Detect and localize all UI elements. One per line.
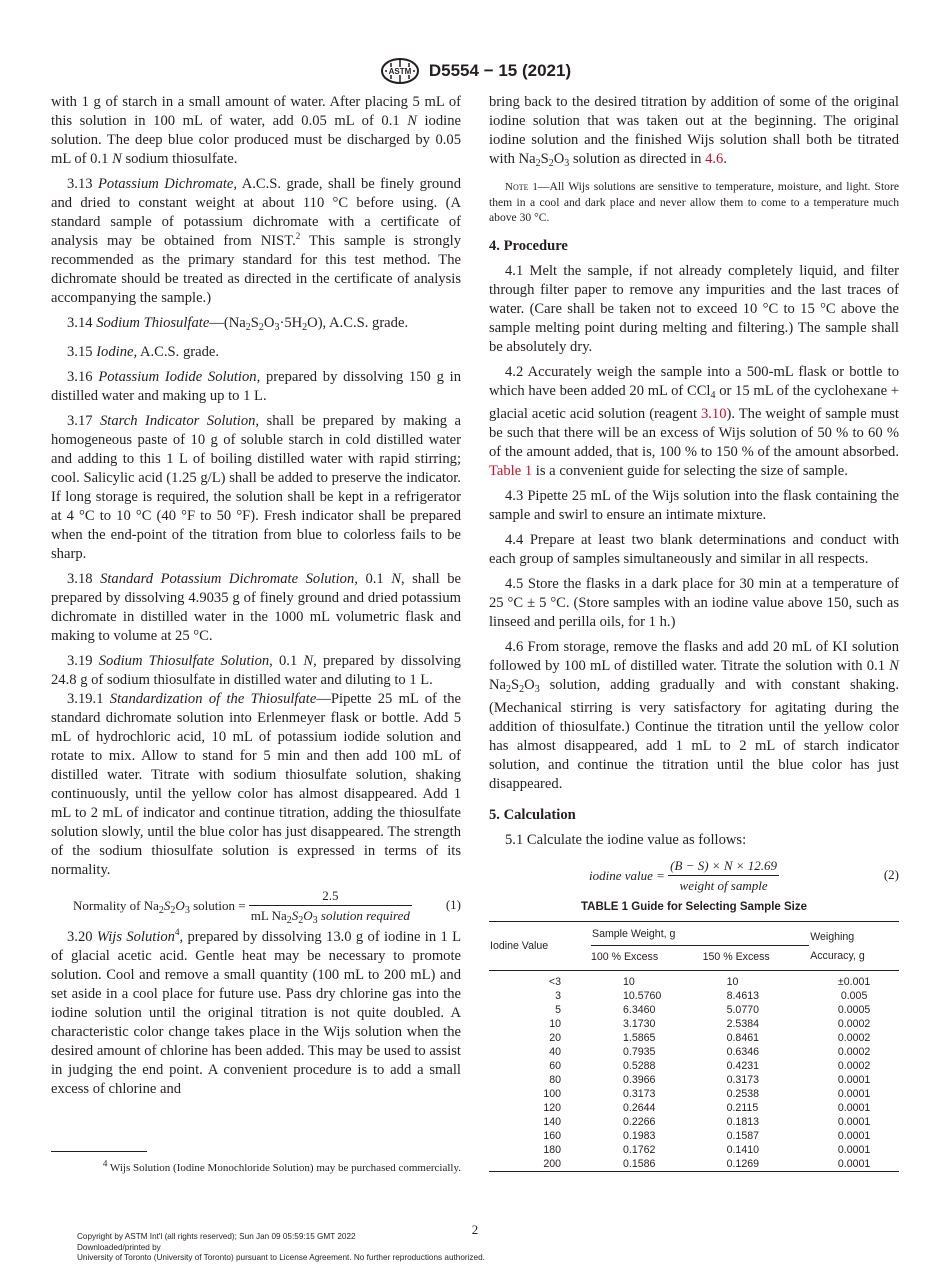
- equation-1-number: (1): [445, 897, 461, 912]
- header-100-excess: 100 % Excess: [591, 951, 659, 963]
- cell-100-excess: 0.5288: [623, 1060, 656, 1072]
- cell-150-excess: 0.1410: [726, 1144, 759, 1156]
- table-row: [489, 1003, 899, 1017]
- cell-accuracy: 0.005: [840, 990, 868, 1002]
- cell-accuracy: 0.0001: [837, 1074, 871, 1086]
- footnote-rule: [51, 1151, 147, 1152]
- table-row: [489, 1101, 899, 1115]
- section-4-4: 4.4 Prepare at least two blank determinations and conduct with each group of samples simultaneously and similar in all respects.: [489, 532, 899, 567]
- section-3-19: 3.19 Sodium Thiosulfate Solution, 0.1 N, prepared by dissolving 24.8 g of sodium thiosulfate in distilled water and diluting to 1 L.: [51, 653, 461, 688]
- cell-accuracy: 0.0002: [837, 1060, 871, 1072]
- cell-accuracy: 0.0005: [837, 1004, 871, 1016]
- cell-100-excess: 10.5760: [623, 990, 662, 1002]
- cell-accuracy: 0.0002: [837, 1018, 871, 1030]
- heading-procedure: 4. Procedure: [489, 238, 568, 254]
- section-3-13: 3.13 Potassium Dichromate, A.C.S. grade, shall be finely ground and dried to constant weight at about 110 °C before using. (A standard sample of potassium dichromate with a certificate of analysis may be obtained from NIST.$^2$ This sample is strongly recommended as the primary standard for this test method. The dichromate should be treated as directed in the certificate of analysis accompanying the sample.): [51, 176, 462, 306]
- cell-iodine-value: 80: [549, 1074, 561, 1086]
- cell-iodine-value: <3: [548, 976, 561, 988]
- cell-iodine-value: 140: [543, 1116, 561, 1128]
- paragraph-starch-test: with 1 g of starch in a small amount of water. After placing 5 mL of this solution in 100 mL of water, add 0.05 mL of 0.1 N iodine solution. The deep blue color produced must be discharged by 0.05 mL of 0.1 N sodium thiosulfate.: [51, 94, 461, 167]
- header-sample-weight: Sample Weight, g: [591, 922, 809, 946]
- cell-150-excess: 0.1813: [726, 1116, 759, 1128]
- paragraph-wijs-continued: bring back to the desired titration by addition of some of the original iodine solution that was taken out at the beginning. The original iodine solution and the finished Wijs solution shall both be titrated with $Na_2S_2O_3$ solution as directed in 4.6.: [489, 94, 899, 169]
- cell-iodine-value: 60: [549, 1060, 561, 1072]
- equation-1-lhs: Normality of $Na_2S_2O_3$ solution =: [73, 898, 246, 916]
- equation-2-fraction: $\frac{(B - S) \times N \times 12.69}{\text{weight of sample}}$: [670, 858, 778, 893]
- header-weighing-accuracy: Weighing Accuracy, g: [810, 931, 865, 962]
- section-4-2: 4.2 Accurately weigh the sample into a 500-mL flask or bottle to which have been added 20 mL of CCl$_4$ or 15 mL of the cyclohexane + glacial acetic acid solution (reagent 3.10). The weight of sample must be such that there will be an excess of Wijs solution of 50 % to 60 % of the amount added, that is, 100 % to 150 % of the amount absorbed. Table 1 is a convenient guide for selecting the size of sample.: [489, 364, 899, 479]
- cell-iodine-value: 180: [543, 1144, 561, 1156]
- cell-iodine-value: 5: [555, 1004, 561, 1016]
- cell-100-excess: 0.1983: [623, 1130, 656, 1142]
- heading-calculation: 5. Calculation: [489, 807, 576, 823]
- note-1: Note 1—All Wijs solutions are sensitive to temperature, moisture, and light. Store them in a cool and dark place and never allow them to come to a temperature much above 30 °C.: [489, 180, 899, 224]
- section-3-17: 3.17 Starch Indicator Solution, shall be prepared by making a homogeneous paste of 10 g of soluble starch in cold distilled water and adding to this 1 L of boiling distilled water with rapid stirring; cool. Salicylic acid (1.25 g/L) shall be added to preserve the indicator. If long storage is required, the solution shall be kept in a refrigerator at 4 °C to 10 °C (40 °F to 50 °F). Fresh indicator shall be prepared when the end-point of the titration from blue to colorless fails to be sharp.: [51, 413, 462, 562]
- cell-100-excess: 6.3460: [623, 1004, 656, 1016]
- table-row: [489, 971, 899, 990]
- equation-2: [489, 856, 899, 893]
- cell-iodine-value: 160: [543, 1130, 561, 1142]
- cell-iodine-value: 20: [549, 1032, 561, 1044]
- footnote-4: $^4$ Wijs Solution (Iodine Monochloride Solution) may be purchased commercially.: [102, 1158, 461, 1174]
- cell-100-excess: 0.3966: [623, 1074, 656, 1086]
- cell-accuracy: 0.0001: [837, 1158, 871, 1170]
- cell-100-excess: 3.1730: [623, 1018, 656, 1030]
- header-150-excess: 150 % Excess: [702, 951, 770, 963]
- cell-150-excess: 0.3173: [726, 1074, 759, 1086]
- cell-150-excess: 0.6346: [726, 1046, 759, 1058]
- license-line: University of Toronto (University of Toronto) pursuant to License Agreement. No further reproductions authorized.: [77, 1253, 485, 1262]
- section-4-5: 4.5 Store the flasks in a dark place for 30 min at a temperature of 25 °C ± 5 °C. (Store samples with an iodine value above 150, such as linseed and perilla oils, for 1 h.): [489, 576, 899, 630]
- table-row: [489, 1073, 899, 1087]
- copyright-notice: [77, 1232, 485, 1264]
- cell-accuracy: 0.0001: [837, 1088, 871, 1100]
- header-iodine-value: Iodine Value: [490, 939, 549, 952]
- link-table-1[interactable]: Table 1: [489, 463, 533, 479]
- cell-150-excess: 0.2115: [726, 1102, 759, 1114]
- cell-iodine-value: 3: [555, 990, 561, 1002]
- cell-150-excess: 0.1269: [726, 1158, 759, 1170]
- cell-150-excess: 0.2538: [726, 1088, 759, 1100]
- cell-150-excess: 2.5384: [726, 1018, 759, 1030]
- astm-logo-icon: [379, 57, 421, 85]
- copyright-line: Copyright by ASTM Int'l (all rights reserved); Sun Jan 09 05:59:15 GMT 2022: [77, 1232, 356, 1241]
- equation-2-number: (2): [883, 867, 899, 882]
- table-row: [489, 1031, 899, 1045]
- page-header: [0, 57, 950, 85]
- download-line: Downloaded/printed by: [77, 1242, 161, 1252]
- cell-accuracy: 0.0001: [837, 1144, 871, 1156]
- cell-accuracy: ±0.001: [837, 976, 871, 988]
- left-column: [51, 93, 461, 1105]
- cell-100-excess: 0.7935: [623, 1046, 656, 1058]
- link-reagent-3-10[interactable]: 3.10: [700, 406, 727, 422]
- cell-accuracy: 0.0001: [837, 1116, 871, 1128]
- table-row: [489, 1087, 899, 1101]
- cell-iodine-value: 10: [549, 1018, 561, 1030]
- section-3-20: 3.20 Wijs Solution$^4$, prepared by dissolving 13.0 g of iodine in 1 L of glacial acetic acid. Gentle heat may be necessary to promote solution. Cool and remove a small quantity (100 mL to 200 mL) and set aside in a cool place for future use. Pass dry chlorine gas into the iodine solution until the original titration is not quite doubled. A characteristic color change takes place in the Wijs solution when the desired amount of chlorine has been added. This may be used to assist in judging the end point. A convenient procedure is to add a small excess of chlorine and: [51, 927, 461, 1097]
- section-5-1: 5.1 Calculate the iodine value as follows:: [505, 832, 747, 848]
- link-section-4-6[interactable]: 4.6: [705, 151, 724, 167]
- cell-150-excess: 5.0770: [726, 1004, 759, 1016]
- cell-accuracy: 0.0002: [837, 1032, 871, 1044]
- cell-iodine-value: 120: [543, 1102, 561, 1114]
- section-3-16: 3.16 Potassium Iodide Solution, prepared by dissolving 150 g in distilled water and making up to 1 L.: [51, 369, 461, 404]
- cell-150-excess: 0.4231: [726, 1060, 759, 1072]
- section-4-3: 4.3 Pipette 25 mL of the Wijs solution into the flask containing the sample and swirl to ensure an intimate mixture.: [489, 488, 899, 523]
- cell-accuracy: 0.0002: [837, 1046, 871, 1058]
- section-3-15: 3.15 Iodine, A.C.S. grade.: [67, 344, 220, 360]
- equation-1: [51, 886, 461, 926]
- table-sample-size: [489, 898, 899, 1172]
- table-row: [489, 1045, 899, 1059]
- svg-text:ASTM: ASTM: [388, 67, 412, 76]
- cell-150-excess: 0.1587: [726, 1130, 759, 1142]
- table-row: [489, 1129, 899, 1143]
- cell-iodine-value: 100: [543, 1088, 561, 1100]
- table-row: [489, 1017, 899, 1031]
- cell-100-excess: 0.2644: [623, 1102, 656, 1114]
- right-column: [489, 93, 899, 1172]
- section-4-1: 4.1 Melt the sample, if not already completely liquid, and filter through filter paper to remove any impurities and the last traces of water. (Care shall be taken not to exceed 10 °C to 15 °C above the sample melting point during melting and filtering.) The sample shall be absolutely dry.: [489, 263, 899, 355]
- cell-100-excess: 0.1586: [623, 1158, 656, 1170]
- cell-100-excess: 0.3173: [623, 1088, 656, 1100]
- equation-1-fraction: $\frac{2.5}{mL Na_2S_2O_3 solution required}$: [250, 888, 410, 926]
- page-number: 2: [471, 1222, 479, 1237]
- cell-iodine-value: 40: [549, 1046, 561, 1058]
- cell-accuracy: 0.0001: [837, 1102, 871, 1114]
- section-3-19-1: 3.19.1 Standardization of the Thiosulfate—Pipette 25 mL of the standard dichromate solution into Erlenmeyer flask or bottle. Add 5 mL of hydrochloric acid, 10 mL of potassium iodide solution and rotate to mix. Allow to stand for 5 min and then add 100 mL of distilled water. Titrate with sodium thiosulfate solution, shaking continuously, until the yellow color has almost disappeared. Add 1 mL to 2 mL of indicator and continue titration, adding the thiosulfate solution slowly, until the blue color has just disappeared. The strength of the sodium thiosulfate solution is expressed in terms of its normality.: [51, 691, 461, 878]
- section-3-14: 3.14 Sodium $Thiosulfate—(Na_2S_2O_3\cdot 5H_2O)$, A.C.S. grade.: [67, 315, 409, 333]
- table-row: [489, 1059, 899, 1073]
- cell-150-excess: 0.8461: [726, 1032, 759, 1044]
- cell-150-excess: 8.4613: [726, 990, 759, 1002]
- cell-100-excess: 0.1762: [623, 1144, 656, 1156]
- table-row: [489, 1157, 899, 1172]
- cell-accuracy: 0.0001: [837, 1130, 871, 1142]
- section-4-6: 4.6 From storage, remove the flasks and add 20 mL of KI solution followed by 100 mL of distilled water. Titrate the solution with 0.1 N $Na_2S_2O_3$ solution, adding gradually and with constant shaking. (Mechanical stirring is very satisfactory for agitating during the addition of thiosulfate.) Continue the titration until the yellow color has almost disappeared, add 1 mL to 2 mL of starch indicator solution, and continue the titration until the blue color has just disappeared.: [489, 639, 899, 792]
- table-caption: TABLE 1 Guide for Selecting Sample Size: [580, 901, 807, 913]
- table-row: [489, 1143, 899, 1157]
- table-row: [489, 989, 899, 1003]
- cell-150-excess: 10: [726, 976, 739, 988]
- cell-100-excess: 10: [623, 976, 635, 988]
- cell-iodine-value: 200: [543, 1158, 561, 1170]
- cell-100-excess: 1.5865: [623, 1032, 656, 1044]
- section-3-18: 3.18 Standard Potassium Dichromate Solution, 0.1 N, shall be prepared by dissolving 4.9035 g of finely ground and dried potassium dichromate in distilled water in the 1000 mL volumetric flask and making to volume at 25 °C.: [51, 571, 461, 644]
- table-row: [489, 1115, 899, 1129]
- document-designation: D5554 − 15 (2021): [428, 61, 572, 80]
- equation-2-lhs: iodine value =: [589, 868, 665, 883]
- cell-100-excess: 0.2266: [623, 1116, 656, 1128]
- table-body: [489, 971, 899, 1172]
